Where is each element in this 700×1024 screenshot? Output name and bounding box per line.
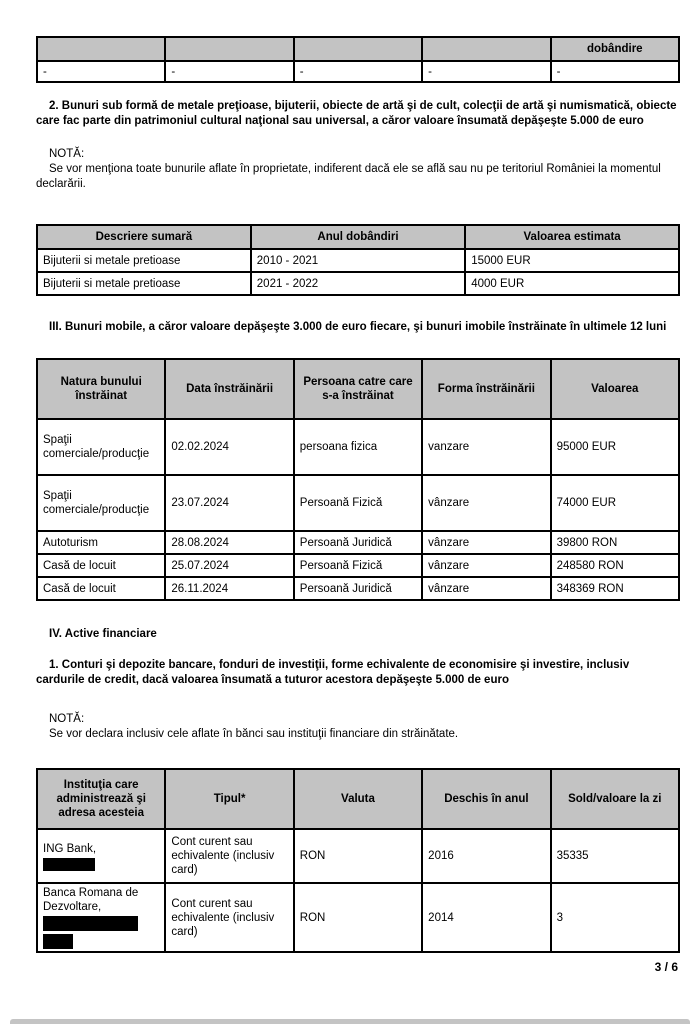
table-cell: Bijuterii si metale pretioase xyxy=(37,249,251,272)
table-cell: Persoană Fizică xyxy=(294,554,422,577)
table-row xyxy=(37,531,679,554)
table-cell: 15000 EUR xyxy=(465,249,679,272)
header-forma-instrainarii: Forma înstrăinării xyxy=(422,359,550,419)
section-2-note-label: NOTĂ: xyxy=(49,148,85,160)
table-cell: Persoană Fizică xyxy=(294,475,422,531)
table-cell: 3 xyxy=(551,883,679,952)
header-institutia: Instituţia care administrează şi adresa acesteia xyxy=(37,769,165,829)
table-cell: 26.11.2024 xyxy=(165,577,293,600)
table-cell: Cont curent sau echivalente (inclusiv card) xyxy=(165,883,293,952)
table-cell: - xyxy=(37,61,165,82)
table-cell: Spaţii comerciale/producţie xyxy=(37,475,165,531)
table-row xyxy=(37,829,679,883)
table-cell: 348369 RON xyxy=(551,577,679,600)
table-cell: 74000 EUR xyxy=(551,475,679,531)
header-cell xyxy=(37,37,165,61)
table-row xyxy=(37,272,679,295)
table-cell: 248580 RON xyxy=(551,554,679,577)
page-number: 3 / 6 xyxy=(654,960,678,974)
header-descriere-sumara: Descriere sumară xyxy=(37,225,251,249)
table-cell: - xyxy=(551,61,679,82)
table-cell: vânzare xyxy=(422,554,550,577)
header-valuta: Valuta xyxy=(294,769,422,829)
table-cell: - xyxy=(422,61,550,82)
bank-accounts-table xyxy=(36,768,680,953)
table-row xyxy=(37,883,679,952)
header-valoarea: Valoarea xyxy=(551,359,679,419)
section-4-note-text: Se vor declara inclusiv cele aflate în bănci sau instituţii financiare din străinătate. xyxy=(49,728,459,740)
table-cell: Casă de locuit xyxy=(37,554,165,577)
table-cell: Persoană Juridică xyxy=(294,577,422,600)
table-cell: RON xyxy=(294,883,422,952)
table-cell: vânzare xyxy=(422,577,550,600)
header-cell xyxy=(294,37,422,61)
table-cell: Bijuterii si metale pretioase xyxy=(37,272,251,295)
table-row xyxy=(37,475,679,531)
table-cell: 2016 xyxy=(422,829,550,883)
table-cell: vânzare xyxy=(422,475,550,531)
table-cell: vanzare xyxy=(422,419,550,475)
header-sold-valoare: Sold/valoare la zi xyxy=(551,769,679,829)
page-content xyxy=(36,36,680,974)
continuation-table xyxy=(36,36,680,83)
next-page-edge xyxy=(10,1019,690,1024)
table-cell: 02.02.2024 xyxy=(165,419,293,475)
institution-name: Banca Romana de Dezvoltare, xyxy=(43,887,139,913)
table-cell: 95000 EUR xyxy=(551,419,679,475)
table-cell: 2010 - 2021 xyxy=(251,249,465,272)
table-cell: Spaţii comerciale/producţie xyxy=(37,419,165,475)
redaction-bar xyxy=(43,934,73,949)
institution-cell xyxy=(37,829,165,883)
header-natura-bunului: Natura bunului înstrăinat xyxy=(37,359,165,419)
table-header-row xyxy=(37,225,679,249)
header-data-instrainarii: Data înstrăinării xyxy=(165,359,293,419)
section-4-note-label: NOTĂ: xyxy=(49,713,85,725)
section-4-1-heading: 1. Conturi şi depozite bancare, fonduri de investiţii, forme echivalente de economisire şi investire, inclusiv cardurile de credit, dacă valoarea însumată a tuturor acestora depăşeşte 5.000 de euro xyxy=(36,659,630,686)
section-2-heading: 2. Bunuri sub formă de metale preţioase, bijuterii, obiecte de artă şi de cult, colecţii de artă şi numismatică, obiecte care fac parte din patrimoniul cultural naţional sau universal, a căror valoare însumată depăşeşte 5.000 de euro xyxy=(36,100,677,127)
table-cell: - xyxy=(165,61,293,82)
table-cell: Casă de locuit xyxy=(37,577,165,600)
section-4-heading: IV. Active financiare xyxy=(49,628,157,640)
precious-goods-table xyxy=(36,224,680,296)
header-deschis-in-anul: Deschis în anul xyxy=(422,769,550,829)
table-cell: RON xyxy=(294,829,422,883)
section-2-note-text: Se vor menţiona toate bunurile aflate în proprietate, indiferent dacă ele se află sau nu pe teritoriul României la momentul declarării. xyxy=(36,163,661,190)
table-row xyxy=(37,419,679,475)
table-cell: 2021 - 2022 xyxy=(251,272,465,295)
table-cell: 4000 EUR xyxy=(465,272,679,295)
header-persoana: Persoana catre care s-a înstrăinat xyxy=(294,359,422,419)
header-cell xyxy=(165,37,293,61)
alienated-goods-table xyxy=(36,358,680,601)
redaction-bar xyxy=(43,916,138,931)
table-header-row xyxy=(37,37,679,61)
header-valoarea-estimata: Valoarea estimata xyxy=(465,225,679,249)
table-cell: Cont curent sau echivalente (inclusiv card) xyxy=(165,829,293,883)
table-header-row xyxy=(37,769,679,829)
table-cell: 39800 RON xyxy=(551,531,679,554)
header-anul-dobandirii: Anul dobândiri xyxy=(251,225,465,249)
institution-cell xyxy=(37,883,165,952)
table-row xyxy=(37,554,679,577)
table-cell: vânzare xyxy=(422,531,550,554)
table-header-row xyxy=(37,359,679,419)
table-row xyxy=(37,249,679,272)
section-3-heading: III. Bunuri mobile, a căror valoare depăşeşte 3.000 de euro fiecare, şi bunuri imobile înstrăinate în ultimele 12 luni xyxy=(49,321,667,333)
header-cell xyxy=(422,37,550,61)
header-cell-dobandire: dobândire xyxy=(551,37,679,61)
header-tipul: Tipul* xyxy=(165,769,293,829)
table-cell: 25.07.2024 xyxy=(165,554,293,577)
table-cell: 35335 xyxy=(551,829,679,883)
redaction-bar xyxy=(43,858,95,871)
table-cell: - xyxy=(294,61,422,82)
table-cell: Autoturism xyxy=(37,531,165,554)
table-cell: Persoană Juridică xyxy=(294,531,422,554)
table-row xyxy=(37,61,679,82)
table-row xyxy=(37,577,679,600)
institution-name: ING Bank, xyxy=(43,842,97,855)
table-cell: 23.07.2024 xyxy=(165,475,293,531)
table-cell: 28.08.2024 xyxy=(165,531,293,554)
table-cell: persoana fizica xyxy=(294,419,422,475)
table-cell: 2014 xyxy=(422,883,550,952)
